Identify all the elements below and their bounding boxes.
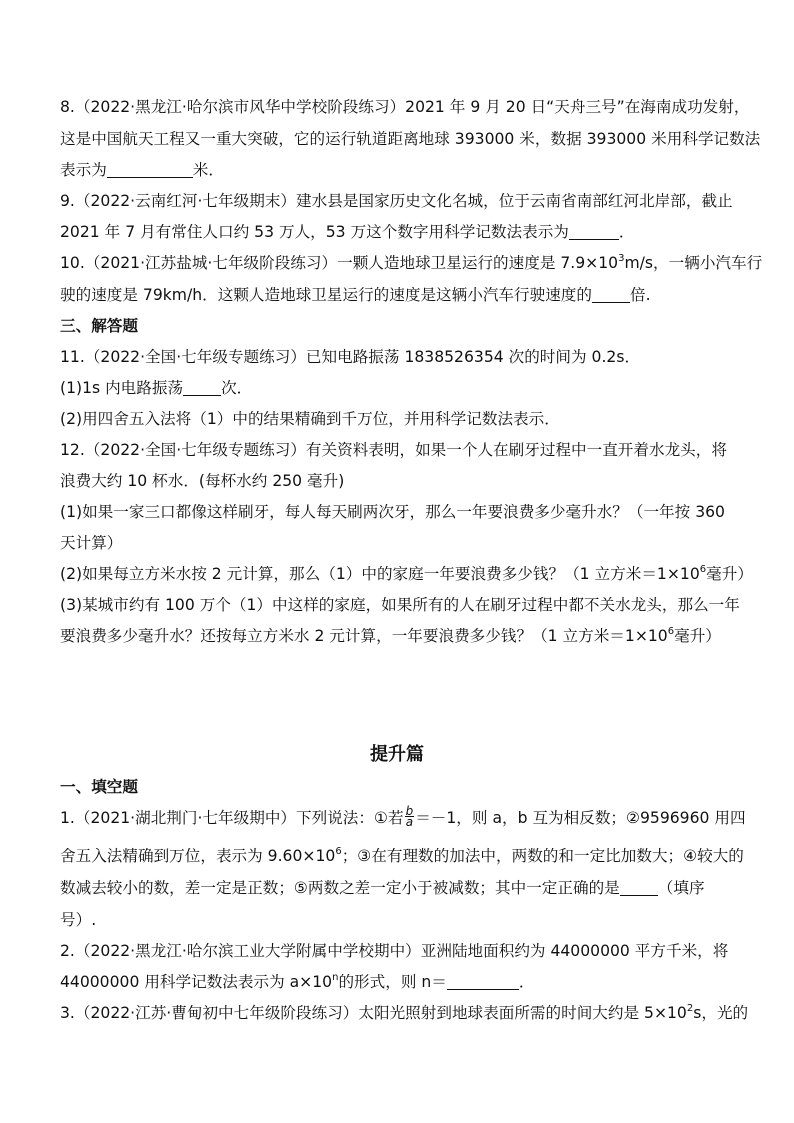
- q9-answer-blank[interactable]: [569, 223, 619, 240]
- section-heading-fill: 一、填空题: [60, 778, 138, 796]
- q9-text-a: 2021 年 7 月有常住人口约 53 万人，53 万这个数字用科学记数法表示为: [60, 223, 569, 241]
- q9-text-b: ．: [618, 223, 635, 241]
- p1-line-3: [60, 878, 705, 898]
- q11-answer-blank[interactable]: [183, 379, 221, 396]
- q10-text-d: 倍.: [629, 286, 651, 304]
- p1-text-d: ；③在有理数的加法中，两数的和一定比加数大；④较大的: [341, 847, 744, 865]
- q12-part3-line-1: (3)某城市约有 100 万个（1）中这样的家庭，如果所有的人在刷牙过程中都不关水龙头，那么一年: [60, 596, 740, 614]
- p2-exponent: n: [332, 971, 339, 983]
- p1-text-b: ＝－1，则 a，b 互为相反数；②9596960 用四: [415, 809, 746, 827]
- p1-line-1: [60, 804, 746, 829]
- p1-answer-blank[interactable]: [620, 879, 658, 896]
- q12-part1-line-1: (1)如果一家三口都像这样刷牙，每人每天刷两次牙，那么一年要浪费多少毫升水？（一年按 360: [60, 503, 725, 521]
- p3-text-b: s，光的: [693, 1004, 749, 1022]
- p2-text-b: 的形式，则 n＝: [338, 973, 447, 991]
- q10-text-a: 10.（2021·江苏盐城·七年级阶段练习）一颗人造地球卫星运行的速度是 7.9×10: [60, 254, 619, 272]
- q12-part2-text-a: (2)如果每立方米水按 2 元计算，那么（1）中的家庭一年要浪费多少钱？（1 立方米＝1×10: [60, 565, 700, 583]
- p1-text-e: 数减去较小的数，差一定是正数；⑤两数之差一定小于被减数；其中一定正确的是: [60, 879, 620, 897]
- q12-part2: [60, 564, 753, 584]
- q8-text-a: 表示为: [60, 161, 107, 179]
- q12-line-1: 12.（2022·全国·七年级专题练习）有关资料表明，如果一个人在刷牙过程中一直开着水龙头，将: [60, 441, 727, 459]
- q10-answer-blank[interactable]: [592, 286, 630, 303]
- q8-text-b: 米．: [192, 161, 224, 179]
- q12-part2-exponent: 6: [699, 563, 707, 575]
- q12-part3-text-b: 毫升）: [674, 627, 721, 645]
- q11-line-1: 11.（2022·全国·七年级专题练习）已知电路振荡 1838526354 次的时间为 0.2s．: [60, 348, 641, 366]
- fraction-denominator: a: [405, 815, 414, 829]
- q12-part2-text-b: 毫升）: [706, 565, 753, 583]
- p2-text-c: ．: [518, 973, 535, 991]
- p3-exponent: 2: [686, 1002, 694, 1014]
- q12-line-2: 浪费大约 10 杯水．(每杯水约 250 毫升): [60, 472, 345, 490]
- q11-part1-text-b: 次．: [221, 379, 253, 397]
- fraction-b-over-a: [405, 806, 415, 827]
- p3-text-a: 3.（2022·江苏·曹甸初中七年级阶段练习）太阳光照射到地球表面所需的时间大约是 5×10: [60, 1004, 687, 1022]
- p1-exponent: 6: [335, 845, 342, 857]
- p3-line-1: [60, 1003, 748, 1023]
- p1-text-a: 1.（2021·湖北荆门·七年级期中）下列说法：①若: [60, 809, 404, 827]
- p2-line-2: [60, 972, 534, 992]
- q10-line-1: [60, 253, 762, 273]
- p2-answer-blank[interactable]: [447, 973, 519, 990]
- q12-part3-line-2: [60, 626, 721, 646]
- q8-answer-blank[interactable]: [107, 161, 193, 178]
- q12-part1-line-2: 天计算）: [60, 534, 123, 552]
- section-title: 提升篇: [370, 744, 424, 765]
- p1-text-f: （填序: [657, 879, 705, 897]
- section-heading-answer: 三、解答题: [60, 317, 138, 335]
- q11-part1-text-a: (1)1s 内电路振荡: [60, 379, 184, 397]
- q8-line-1: 8.（2022·黑龙江·哈尔滨市风华中学校阶段练习）2021 年 9 月 20 日“天舟三号”在海南成功发射，: [60, 98, 750, 116]
- q12-part3-text-a: 要浪费多少毫升水？还按每立方米水 2 元计算，一年要浪费多少钱？（1 立方米＝1×10: [60, 627, 668, 645]
- q9-line-2: [60, 222, 635, 242]
- q11-part1: [60, 378, 252, 398]
- q9-line-1: 9.（2022·云南红河·七年级期末）建水县是国家历史文化名城，位于云南省南部红河北岸部，截止: [60, 192, 733, 210]
- p1-line-4: 号）.: [60, 911, 97, 929]
- q8-line-3: [60, 160, 224, 180]
- p1-text-c: 舍五入法精确到万位，表示为 9.60×10: [60, 847, 336, 865]
- p2-line-1: 2.（2022·黑龙江·哈尔滨工业大学附属中学校期中）亚洲陆地面积约为 44000000 平方千米，将: [60, 942, 729, 960]
- q10-text-c: 驶的速度是 79km/h．这颗人造地球卫星运行的速度是这辆小汽车行驶速度的: [60, 286, 592, 304]
- q12-part3-exponent: 6: [667, 625, 675, 637]
- p2-text-a: 44000000 用科学记数法表示为 a×10: [60, 973, 333, 991]
- p1-line-2: [60, 846, 744, 866]
- q8-line-2: 这是中国航天工程又一重大突破，它的运行轨道距离地球 393000 米，数据 393000 米用科学记数法: [60, 130, 761, 148]
- fraction-numerator: b: [405, 804, 414, 818]
- q11-part2: (2)用四舍五入法将（1）中的结果精确到千万位，并用科学记数法表示．: [60, 410, 560, 428]
- q10-line-2: [60, 285, 651, 305]
- q10-text-b: m/s，一辆小汽车行: [624, 254, 763, 272]
- q10-exponent: 3: [618, 252, 625, 264]
